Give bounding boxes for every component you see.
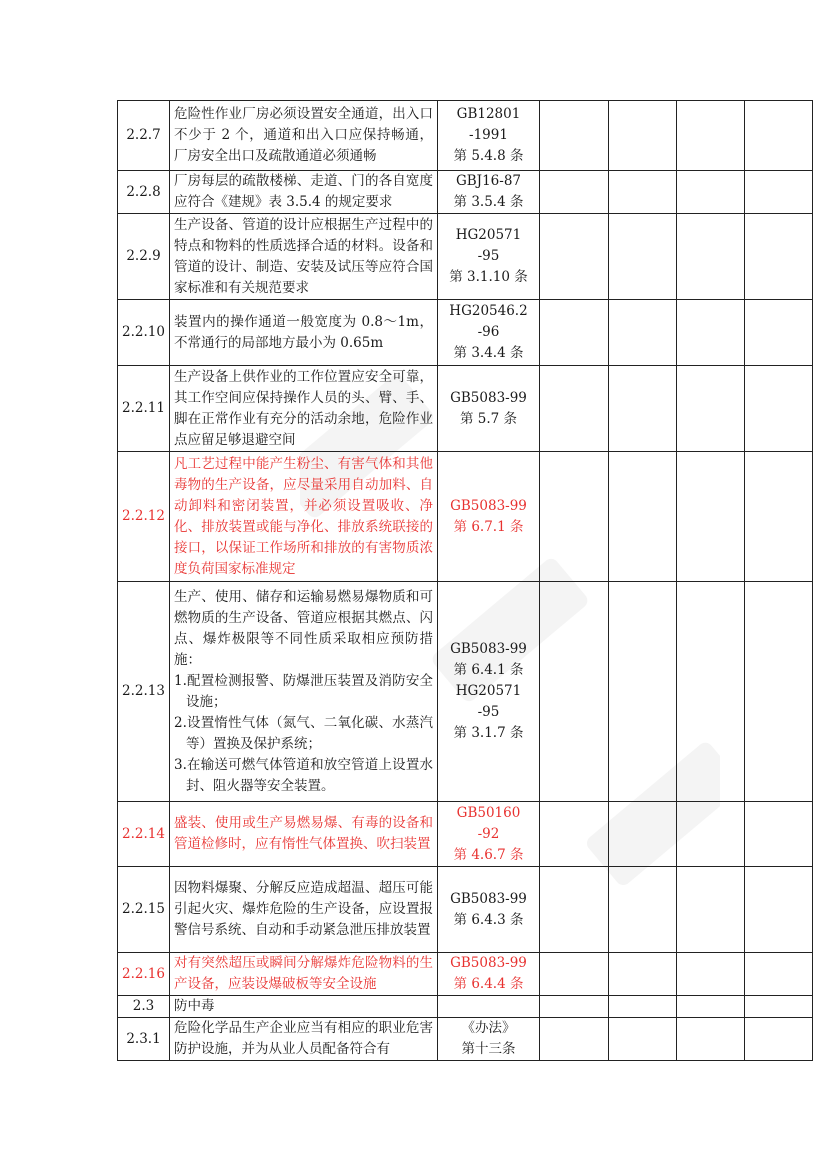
requirement-text <box>170 366 438 452</box>
reference-line: 第 5.7 条 <box>459 410 518 427</box>
blank-cell <box>540 996 609 1018</box>
blank-cell <box>540 867 609 953</box>
requirement-main-text: 生产、使用、储存和运输易燃易爆物质和可燃物质的生产设备、管道应根据其燃点、闪点、爆炸极限等不同性质采取相应预防措施： <box>174 588 433 668</box>
blank-cell <box>745 1018 813 1061</box>
blank-cell <box>540 366 609 452</box>
blank-cell <box>609 171 677 214</box>
requirement-main-text: 生产设备上供作业的工作位置应安全可靠，其工作空间应保持操作人员的头、臂、手、脚在正常作业有充分的活动余地，危险作业点应留足够退避空间 <box>174 368 433 448</box>
blank-cell <box>540 300 609 366</box>
reference-line: GB5083-99 <box>450 497 527 514</box>
reference-standard <box>438 366 540 452</box>
safety-checklist-table <box>117 100 813 1061</box>
reference-line: 第 3.1.7 条 <box>453 725 524 741</box>
reference-line: 第 4.6.7 条 <box>453 846 524 863</box>
blank-cell <box>677 867 745 953</box>
requirement-text <box>170 171 438 214</box>
requirement-sub-item: 2.设置惰性气体（氮气、二氧化碳、水蒸汽等）置换及保护系统； <box>174 714 433 752</box>
reference-line: GB12801 <box>456 106 521 122</box>
blank-cell <box>540 101 609 171</box>
blank-cell <box>745 953 813 996</box>
requirement-text <box>170 802 438 867</box>
requirement-sub-item: 1.配置检测报警、防爆泄压装置及消防安全设施； <box>174 672 433 710</box>
blank-cell <box>745 996 813 1018</box>
reference-line: GB50160 <box>456 804 521 821</box>
requirement-main-text: 凡工艺过程中能产生粉尘、有害气体和其他毒物的生产设备，应尽量采用自动加料、自动卸料和密闭装置，并必须设置吸收、净化、排放装置或能与净化、排放系统联接的接口，以保证工作场所和排放的有害物质浓度负荷国家标准规定 <box>174 455 433 577</box>
reference-line: -1991 <box>469 127 508 143</box>
blank-cell <box>745 802 813 867</box>
blank-cell <box>609 101 677 171</box>
requirement-text <box>170 214 438 300</box>
reference-line: 《办法》 <box>461 1020 516 1036</box>
blank-cell <box>540 214 609 300</box>
requirement-main-text: 危险化学品生产企业应当有相应的职业危害防护设施，并为从业人员配备符合有 <box>174 1020 433 1057</box>
blank-cell <box>609 996 677 1018</box>
requirement-main-text: 生产设备、管道的设计应根据生产过程中的特点和物料的性质选择合适的材料。设备和管道的设计、制造、安装及试压等应符合国家标准和有关规范要求 <box>174 216 433 296</box>
blank-cell <box>677 802 745 867</box>
requirement-text <box>170 1018 438 1061</box>
blank-cell <box>677 101 745 171</box>
table-row <box>118 996 813 1018</box>
item-number: 2.2.7 <box>118 101 170 171</box>
blank-cell <box>540 171 609 214</box>
reference-standard <box>438 802 540 867</box>
blank-cell <box>745 214 813 300</box>
reference-line: GB5083-99 <box>450 641 527 657</box>
reference-line: HG20571 <box>455 683 522 699</box>
blank-cell <box>609 1018 677 1061</box>
table-row <box>118 953 813 996</box>
item-number: 2.3.1 <box>118 1018 170 1061</box>
blank-cell <box>540 802 609 867</box>
blank-cell <box>609 300 677 366</box>
reference-line: 第十三条 <box>461 1041 516 1057</box>
table-row <box>118 171 813 214</box>
table-row <box>118 366 813 452</box>
reference-line: 第 6.4.1 条 <box>453 662 524 678</box>
blank-cell <box>609 802 677 867</box>
reference-standard <box>438 867 540 953</box>
blank-cell <box>677 300 745 366</box>
reference-line: GB5083-99 <box>450 890 527 907</box>
item-number: 2.2.10 <box>118 300 170 366</box>
reference-line: 第 6.4.3 条 <box>453 911 524 928</box>
requirement-main-text: 因物料爆聚、分解反应造成超温、超压可能引起火灾、爆炸危险的生产设备，应设置报警信号系统、自动和手动紧急泄压排放装置 <box>174 880 433 938</box>
requirement-text <box>170 101 438 171</box>
item-number: 2.2.16 <box>118 953 170 996</box>
table-row <box>118 214 813 300</box>
requirement-text <box>170 452 438 582</box>
blank-cell <box>609 214 677 300</box>
table-row <box>118 1018 813 1061</box>
reference-standard <box>438 582 540 802</box>
blank-cell <box>540 953 609 996</box>
blank-cell <box>677 452 745 582</box>
requirement-main-text: 防中毒 <box>174 998 215 1014</box>
blank-cell <box>677 171 745 214</box>
blank-cell <box>677 1018 745 1061</box>
reference-line: 第 5.4.8 条 <box>453 148 524 164</box>
blank-cell <box>677 582 745 802</box>
table-row <box>118 101 813 171</box>
blank-cell <box>677 214 745 300</box>
reference-standard <box>438 452 540 582</box>
reference-line: 第 6.4.4 条 <box>453 976 524 992</box>
reference-standard <box>438 953 540 996</box>
reference-line: HG20571 <box>455 227 522 243</box>
table-row <box>118 582 813 802</box>
item-number: 2.2.8 <box>118 171 170 214</box>
blank-cell <box>745 171 813 214</box>
blank-cell <box>677 996 745 1018</box>
reference-line: -95 <box>477 248 500 264</box>
item-number: 2.2.9 <box>118 214 170 300</box>
blank-cell <box>745 582 813 802</box>
reference-line: GB5083-99 <box>450 955 527 971</box>
blank-cell <box>540 452 609 582</box>
reference-line: HG20546.2 <box>449 303 528 319</box>
blank-cell <box>677 366 745 452</box>
reference-line: GBJ16-87 <box>455 173 522 189</box>
item-number: 2.2.14 <box>118 802 170 867</box>
blank-cell <box>609 867 677 953</box>
reference-standard <box>438 1018 540 1061</box>
blank-cell <box>609 366 677 452</box>
reference-line: GB5083-99 <box>450 389 527 406</box>
blank-cell <box>745 101 813 171</box>
blank-cell <box>609 452 677 582</box>
reference-line: -92 <box>477 825 500 842</box>
table-row <box>118 802 813 867</box>
reference-standard <box>438 171 540 214</box>
blank-cell <box>677 953 745 996</box>
item-number: 2.2.13 <box>118 582 170 802</box>
reference-standard <box>438 996 540 1018</box>
blank-cell <box>540 582 609 802</box>
requirement-main-text: 盛装、使用或生产易燃易爆、有毒的设备和管道检修时，应有惰性气体置换、吹扫装置 <box>174 815 433 852</box>
table-row <box>118 300 813 366</box>
reference-standard <box>438 101 540 171</box>
requirement-text <box>170 867 438 953</box>
blank-cell <box>609 953 677 996</box>
table-row <box>118 867 813 953</box>
requirement-main-text: 危险性作业厂房必须设置安全通道，出入口不少于 2 个，通道和出入口应保持畅通，厂房安全出口及疏散通道必须通畅 <box>174 106 433 164</box>
blank-cell <box>609 582 677 802</box>
item-number: 2.3 <box>118 996 170 1018</box>
item-number: 2.2.15 <box>118 867 170 953</box>
blank-cell <box>745 867 813 953</box>
reference-standard <box>438 214 540 300</box>
item-number: 2.2.12 <box>118 452 170 582</box>
table-row <box>118 452 813 582</box>
reference-line: 第 3.4.4 条 <box>453 345 524 361</box>
reference-line: -96 <box>477 324 500 340</box>
requirement-text <box>170 300 438 366</box>
reference-line: -95 <box>477 704 500 720</box>
requirement-text <box>170 996 438 1018</box>
requirement-main-text: 装置内的操作通道一般宽度为 0.8～1m，不常通行的局部地方最小为 0.65m <box>174 313 433 351</box>
requirement-main-text: 对有突然超压或瞬间分解爆炸危险物料的生产设备，应装设爆破板等安全设施 <box>174 955 433 992</box>
requirement-sub-item: 3.在输送可燃气体管道和放空管道上设置水封、阻火器等安全装置。 <box>174 756 433 794</box>
requirement-main-text: 厂房每层的疏散楼梯、走道、门的各自宽度应符合《建规》表 3.5.4 的规定要求 <box>174 173 433 210</box>
requirement-text <box>170 582 438 802</box>
blank-cell <box>745 452 813 582</box>
reference-line: 第 6.7.1 条 <box>453 518 524 535</box>
reference-line: 第 3.5.4 条 <box>453 194 524 210</box>
blank-cell <box>540 1018 609 1061</box>
reference-standard <box>438 300 540 366</box>
reference-line: 第 3.1.10 条 <box>449 269 528 285</box>
item-number: 2.2.11 <box>118 366 170 452</box>
blank-cell <box>745 300 813 366</box>
blank-cell <box>745 366 813 452</box>
requirement-text <box>170 953 438 996</box>
